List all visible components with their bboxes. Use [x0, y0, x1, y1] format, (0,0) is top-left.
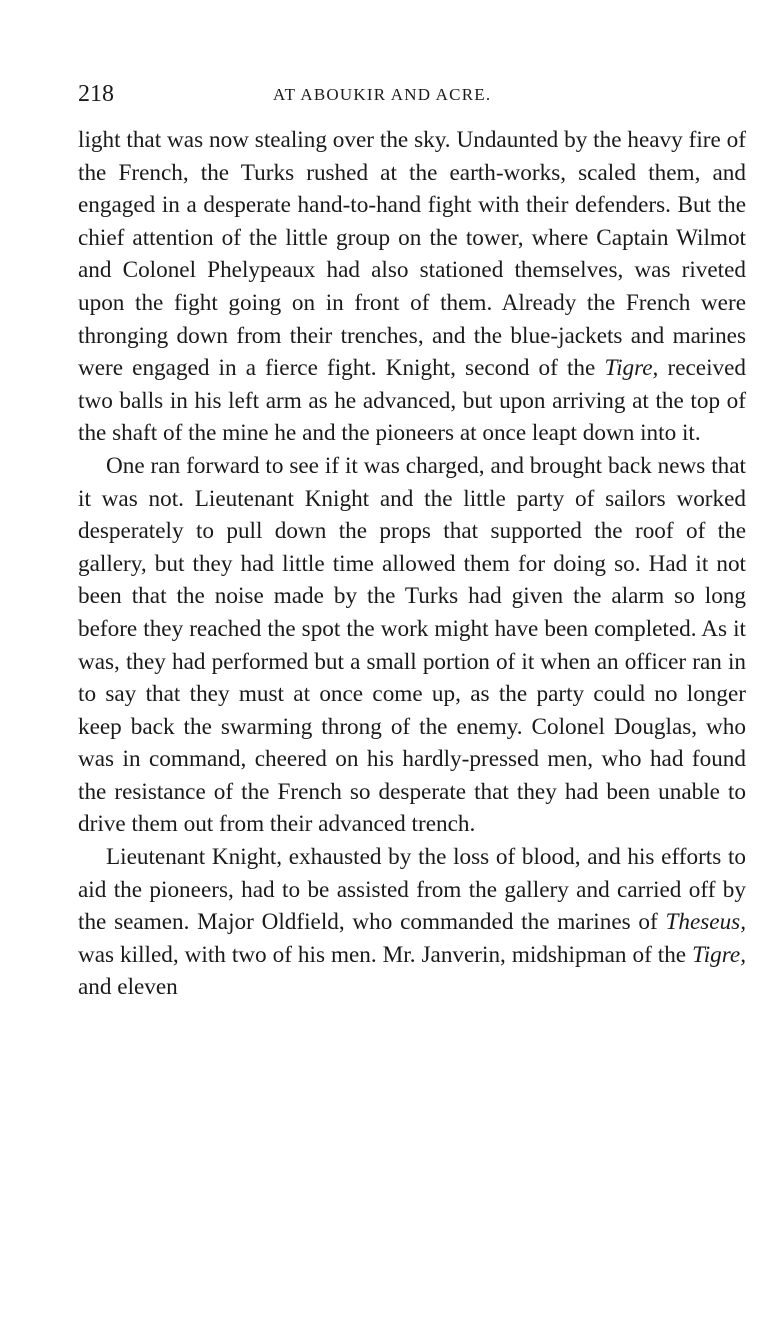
text-run: received two balls in his left arm as he advanced, but upon arriving at the top of the shaft of the mine he and the pioneers at once leapt down into it.: [78, 355, 746, 447]
running-title: AT ABOUKIR AND ACRE.: [273, 85, 492, 104]
ship-name-italic: Tigre,: [692, 941, 746, 968]
text-run: Lieutenant Knight, exhausted by the loss of blood, and his efforts to aid the pioneers, had to be assisted from the gallery and carried off by the seamen. Major Oldfield, who commanded the marines of: [78, 844, 746, 936]
page-number: 218: [78, 81, 114, 107]
ship-name-italic: Tigre,: [604, 355, 659, 382]
text-run: One ran forward to see if it was charged, and brought back news that it was not. Lieutenant Knight and the little party of sailors worked desperately to pull down the props that supported the roof of the gallery, but they had little time allowed them for doing so. Had it not been that the noise made by the Turks had given the alarm so long before they reached the spot the work might have been completed. As it was, they had performed but a small portion of it when an officer ran in to say that they must at once come up, as the party could no longer keep back the swarming throng of the enemy. Colonel Douglas, who was in command, cheered on his hardly-pressed men, who had found the resistance of the French so desperate that they had been unable to drive them out from their advanced trench.: [78, 452, 746, 838]
page-header: [78, 80, 746, 112]
paragraph-1: [78, 124, 746, 450]
paragraph-3: [78, 841, 746, 1004]
text-run: light that was now stealing over the sky. Undaunted by the heavy fire of the French, the Turks rushed at the earth-works, scaled them, and engaged in a desperate hand-to-hand fight with their defenders. But the chief attention of the little group on the tower, where Captain Wilmot and Colonel Phelypeaux had also stationed themselves, was riveted upon the fight going on in front of them. Already the French were thronging down from their trenches, and the blue-jackets and marines were engaged in a fierce fight. Knight, second of the: [78, 127, 746, 382]
ship-name-italic: Theseus,: [665, 909, 746, 936]
text-run: was killed, with two of his men. Mr. Janverin, midshipman of the: [78, 941, 693, 968]
text-run: and eleven: [78, 974, 178, 1001]
body-text: [78, 124, 746, 1004]
paragraph-2: [78, 450, 746, 841]
